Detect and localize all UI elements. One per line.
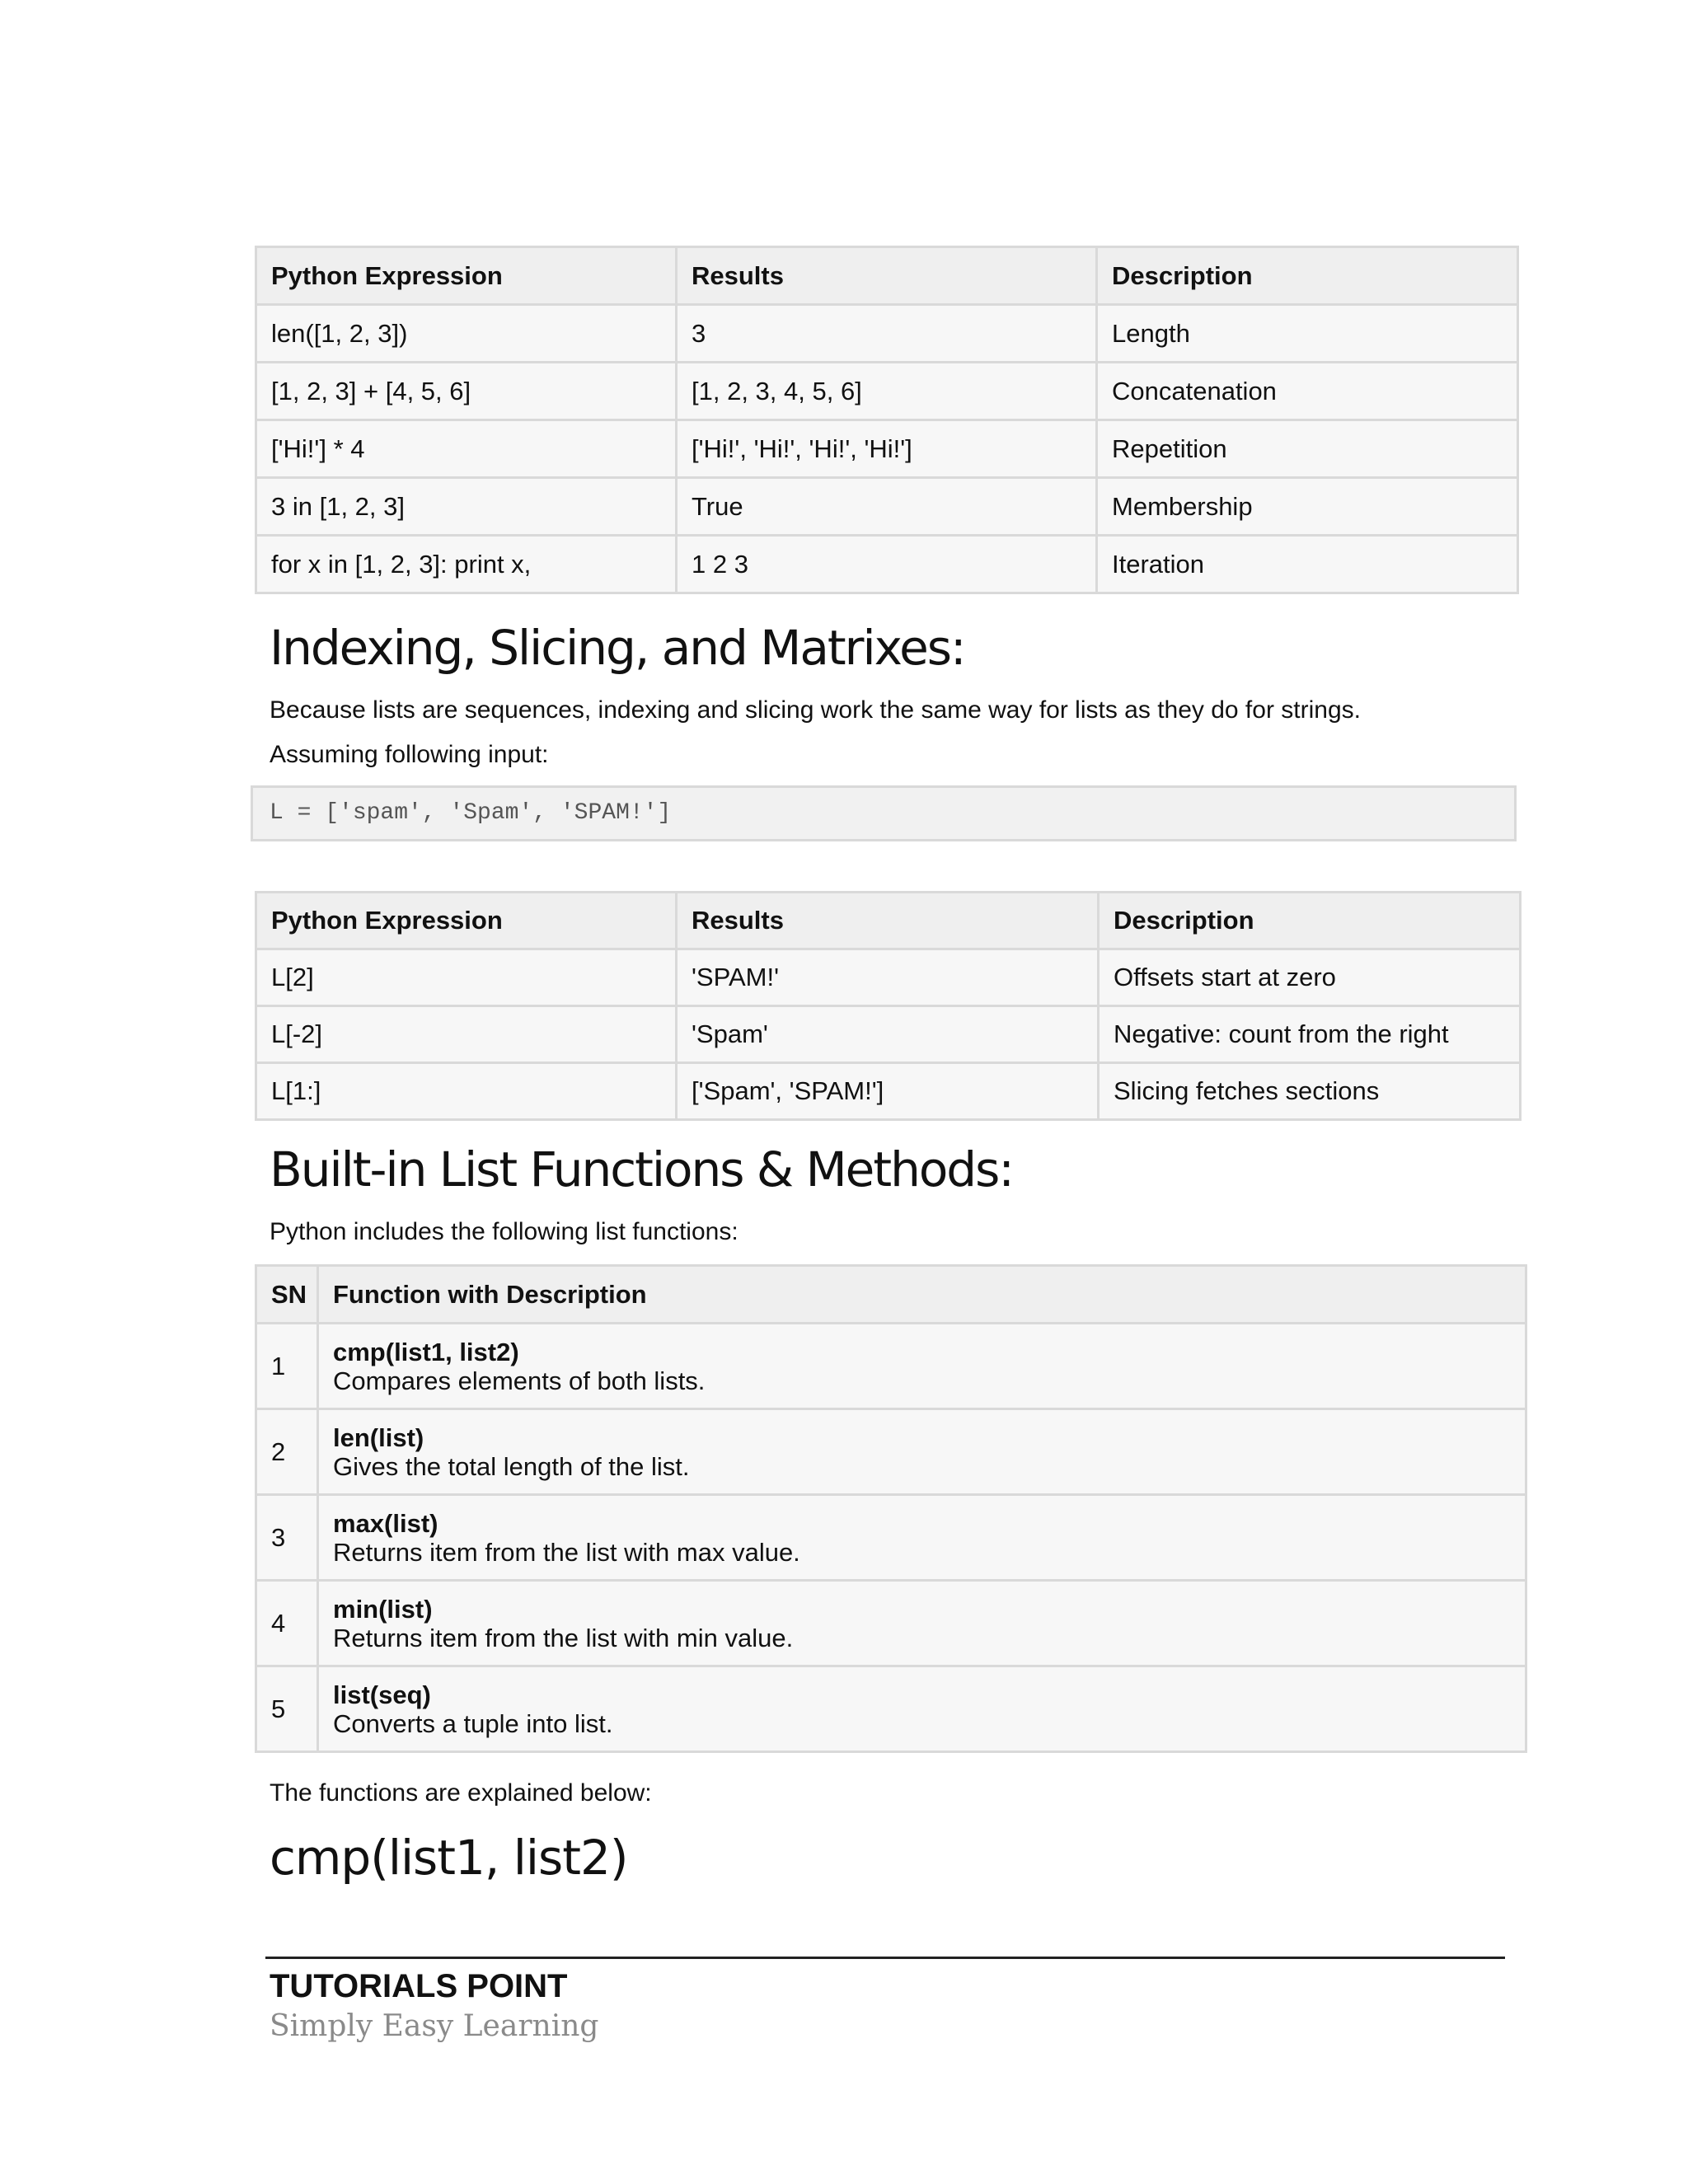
table-header-row [256, 1266, 1526, 1324]
table-cell: Length [1097, 305, 1518, 363]
table-cell: for x in [1, 2, 3]: print x, [256, 536, 677, 593]
column-header: SN [256, 1266, 318, 1324]
footer-tagline: Simply Easy Learning [270, 2009, 599, 2043]
table-row [256, 1324, 1526, 1409]
table-cell: L[-2] [256, 1006, 677, 1063]
function-cell [318, 1666, 1526, 1752]
table-cell: Repetition [1097, 420, 1518, 478]
table-cell: ['Hi!', 'Hi!', 'Hi!', 'Hi!'] [677, 420, 1097, 478]
function-description: Gives the total length of the list. [333, 1451, 690, 1481]
table-row [256, 420, 1518, 478]
subheading-cmp: cmp(list1, list2) [270, 1830, 628, 1886]
table-row [256, 305, 1518, 363]
table-cell: [1, 2, 3, 4, 5, 6] [677, 363, 1097, 420]
table-cell: 1 2 3 [677, 536, 1097, 593]
table-row [256, 1409, 1526, 1495]
function-description: Converts a tuple into list. [333, 1708, 613, 1738]
table-cell: Slicing fetches sections [1099, 1063, 1521, 1120]
table-cell: 'Spam' [677, 1006, 1099, 1063]
column-header: Python Expression [256, 893, 677, 949]
table-row [256, 363, 1518, 420]
function-description: Compares elements of both lists. [333, 1366, 706, 1395]
list-operations-table [255, 246, 1519, 594]
table-cell: Offsets start at zero [1099, 949, 1521, 1006]
table-header-row [256, 247, 1518, 305]
table-row [256, 1495, 1526, 1581]
column-header: Results [677, 247, 1097, 305]
function-name: list(seq) [333, 1680, 431, 1709]
serial-number: 1 [256, 1324, 318, 1409]
function-description: Returns item from the list with min value. [333, 1623, 794, 1652]
table-row [256, 1666, 1526, 1752]
serial-number: 5 [256, 1666, 318, 1752]
table-cell: 3 [677, 305, 1097, 363]
function-cell [318, 1581, 1526, 1666]
footer-divider [265, 1957, 1505, 1959]
column-header: Function with Description [318, 1266, 1526, 1324]
section-heading-indexing: Indexing, Slicing, and Matrixes: [270, 620, 965, 676]
column-header: Results [677, 893, 1099, 949]
serial-number: 2 [256, 1409, 318, 1495]
column-header: Python Expression [256, 247, 677, 305]
table-row [256, 1063, 1521, 1120]
paragraph-builtin-intro: Python includes the following list functions: [270, 1218, 738, 1245]
table-cell: Membership [1097, 478, 1518, 536]
table-cell: [1, 2, 3] + [4, 5, 6] [256, 363, 677, 420]
table-row [256, 478, 1518, 536]
function-cell [318, 1495, 1526, 1581]
code-block: L = ['spam', 'Spam', 'SPAM!'] [251, 785, 1517, 841]
table-cell: 3 in [1, 2, 3] [256, 478, 677, 536]
table-cell: Concatenation [1097, 363, 1518, 420]
table-cell: 'SPAM!' [677, 949, 1099, 1006]
function-name: len(list) [333, 1422, 424, 1452]
table-cell: L[1:] [256, 1063, 677, 1120]
function-description: Returns item from the list with max value. [333, 1537, 800, 1567]
table-cell: L[2] [256, 949, 677, 1006]
list-functions-table [255, 1264, 1527, 1753]
section-heading-builtin: Built-in List Functions & Methods: [270, 1141, 1013, 1197]
table-header-row [256, 893, 1521, 949]
footer-brand: TUTORIALS POINT [270, 1968, 568, 2004]
column-header: Description [1097, 247, 1518, 305]
paragraph-assuming-input: Assuming following input: [270, 741, 549, 768]
function-name: min(list) [333, 1594, 433, 1624]
table-cell: len([1, 2, 3]) [256, 305, 677, 363]
function-name: cmp(list1, list2) [333, 1337, 519, 1366]
table-cell: True [677, 478, 1097, 536]
function-cell [318, 1324, 1526, 1409]
function-cell [318, 1409, 1526, 1495]
table-row [256, 1006, 1521, 1063]
table-row [256, 949, 1521, 1006]
table-cell: ['Hi!'] * 4 [256, 420, 677, 478]
function-name: max(list) [333, 1508, 438, 1538]
serial-number: 4 [256, 1581, 318, 1666]
table-cell: Negative: count from the right [1099, 1006, 1521, 1063]
paragraph-indexing-intro: Because lists are sequences, indexing and slicing work the same way for lists as they do for strings. [270, 696, 1361, 724]
indexing-table [255, 891, 1522, 1121]
table-cell: ['Spam', 'SPAM!'] [677, 1063, 1099, 1120]
paragraph-functions-explained: The functions are explained below: [270, 1779, 652, 1807]
column-header: Description [1099, 893, 1521, 949]
table-row [256, 536, 1518, 593]
serial-number: 3 [256, 1495, 318, 1581]
table-row [256, 1581, 1526, 1666]
table-cell: Iteration [1097, 536, 1518, 593]
